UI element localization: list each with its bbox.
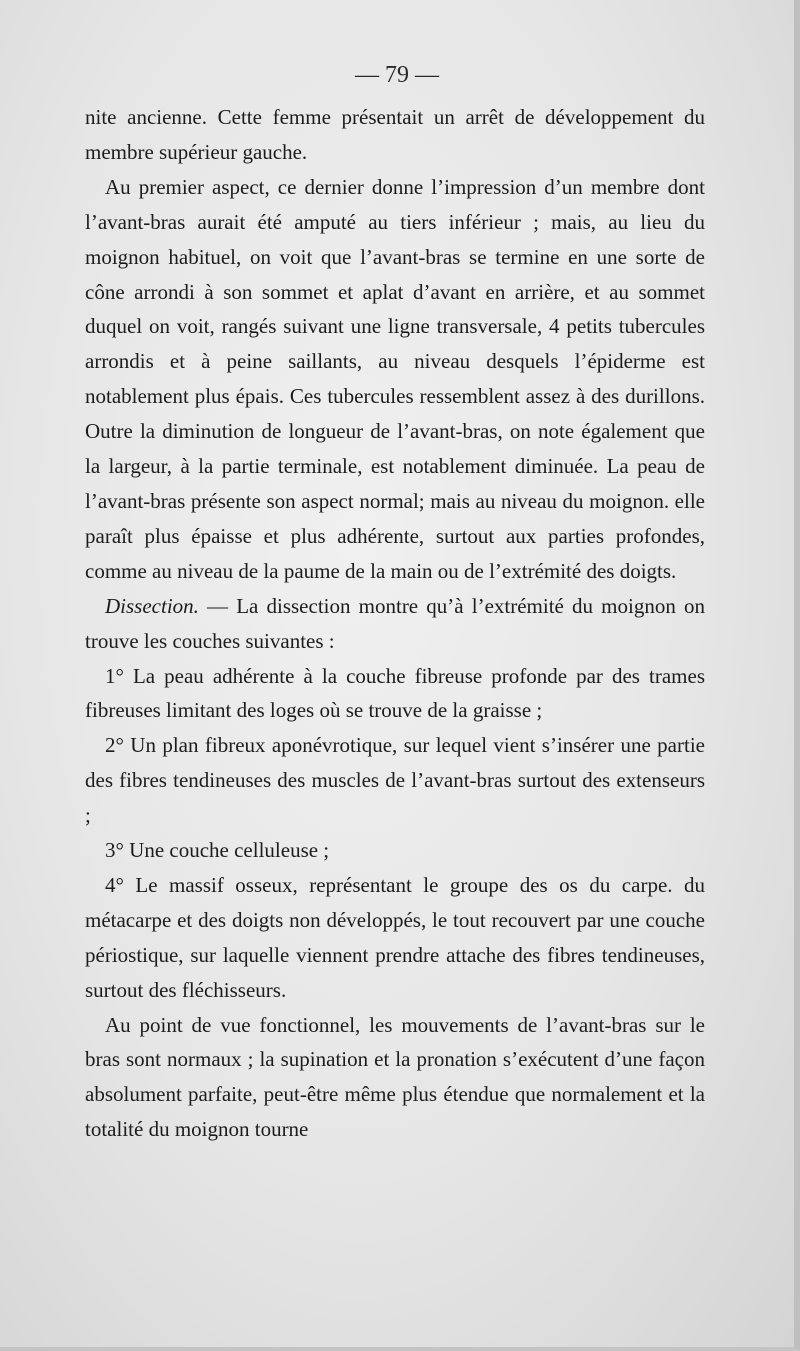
list-item-4: 4° Le massif osseux, représentant le groupe des os du carpe. du métacarpe et des doigts non développés, le tout recouvert par une couche périostique, sur laquelle viennent prendre attache des fibres tendineuses, surtout des fléchisseurs. bbox=[85, 872, 705, 1002]
page-number: — 79 — bbox=[355, 62, 439, 88]
body-text bbox=[85, 100, 705, 1147]
dissection-heading: Dissection. bbox=[105, 593, 199, 618]
list-item-3: 3° Une couche celluleuse ; bbox=[105, 838, 330, 863]
list-item-1: 1° La peau adhérente à la couche fibreuse profonde par des trames fibreuses limitant des loges où se trouve de la graisse ; bbox=[85, 663, 705, 723]
dissection-text: — La dissection montre qu’à l’extrémité du moignon on trouve les couches suivantes : bbox=[85, 593, 705, 653]
paragraph-1: nite ancienne. Cette femme présentait un arrêt de développement du membre supérieur gauche. bbox=[85, 105, 705, 164]
paragraph-fonctionnel: Au point de vue fonctionnel, les mouvements de l’avant-bras sur le bras sont normaux ; la supination et la pronation s’exécutent d’une façon absolument parfaite, peut-être même plus étendue que normalement et la totalité du moignon tourne bbox=[85, 1012, 705, 1142]
paragraph-dissection bbox=[85, 589, 705, 659]
paragraph-2: Au premier aspect, ce dernier donne l’impression d’un membre dont l’avant-bras aurait été amputé au tiers inférieur ; mais, au lieu du moignon habituel, on voit que l’avant-bras se termine en une sorte de cône arrondi à son sommet et aplat d’avant en arrière, et au sommet duquel on voit, rangés suivant une ligne transversale, 4 petits tubercules arrondis et à peine saillants, au niveau desquels l’épiderme est notablement plus épais. Ces tubercules ressemblent assez à des durillons. Outre la diminution de longueur de l’avant-bras, on note également que la largeur, à la partie terminale, est notablement diminuée. La peau de l’avant-bras présente son aspect normal; mais au niveau du moignon. elle paraît plus épaisse et plus adhérente, surtout aux parties profondes, comme au niveau de la paume de la main ou de l’extrémité des doigts. bbox=[85, 174, 705, 583]
list-item-2: 2° Un plan fibreux aponévrotique, sur lequel vient s’insérer une partie des fibres tendineuses des muscles de l’avant-bras surtout des extenseurs ; bbox=[85, 733, 705, 828]
